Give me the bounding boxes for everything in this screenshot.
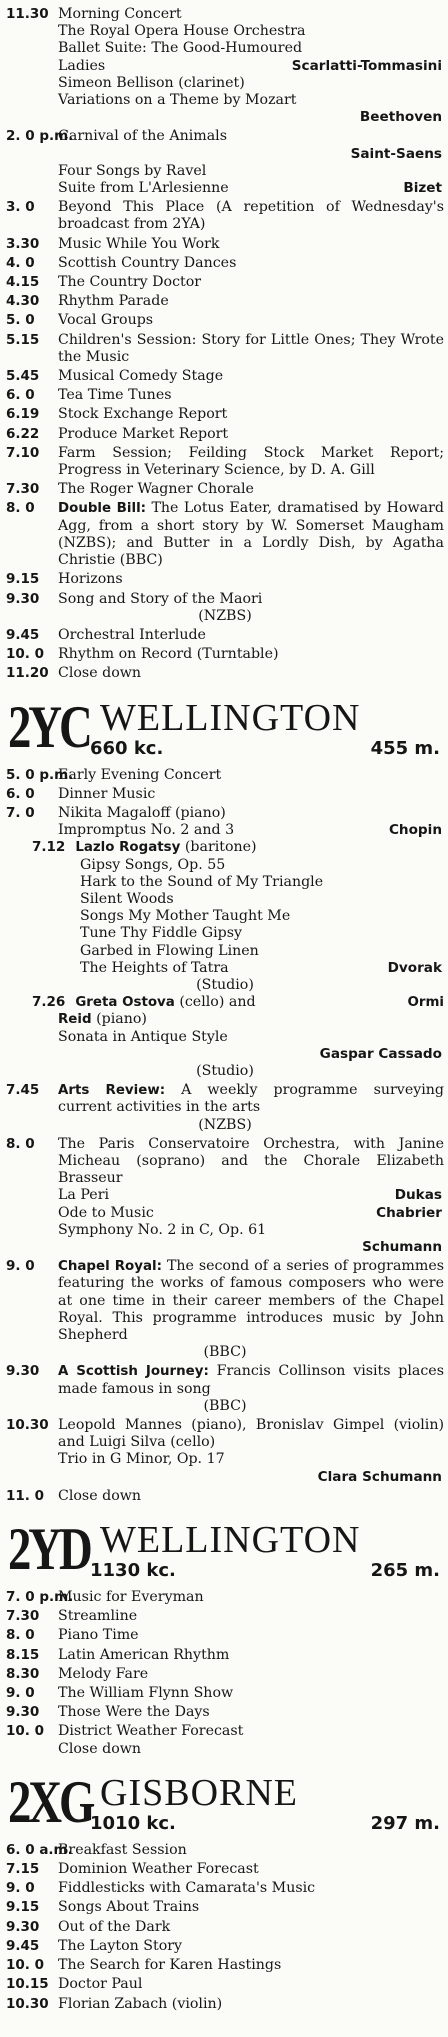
entry-text: Stock Exchange Report (58, 406, 228, 423)
entry-text: Dinner Music (58, 785, 156, 802)
entry-description (58, 1488, 444, 1505)
entry-text: The Lotus Eater, dramatised by Howard Agg, from a short story by W. Somerset Maugham (NZBS); and Butter in a Lordly Dish, by Agatha Christie (BBC) (58, 500, 444, 569)
composer-name: Chopin (388, 822, 442, 839)
entry-description (58, 1589, 444, 1606)
entry-text: Out of the Dark (58, 1918, 171, 1935)
entry-description (58, 368, 444, 385)
entry-title-bold: Arts Review: (58, 1083, 166, 1099)
work-line (6, 1187, 444, 1204)
programme-entry (6, 1996, 444, 2013)
programme-entry (6, 1627, 444, 1644)
entry-time: 7. 0 p.m. (6, 1589, 74, 1606)
work-line (6, 180, 444, 197)
entry-time: 9.15 (6, 571, 40, 588)
entry-time: 5. 0 (6, 312, 35, 329)
entry-time: 7.10 (6, 444, 40, 461)
entry-text: Fiddlesticks with Camarata's Music (58, 1880, 316, 1897)
performer-name: Greta Ostova (75, 995, 175, 1011)
work-line: Ballet Suite: The Good-Humoured (58, 40, 303, 57)
entry-time: 9.45 (6, 1937, 40, 1954)
entry-description (58, 274, 444, 291)
entry-text: Doctor Paul (58, 1976, 143, 1993)
composer-name: Clara Schumann (317, 1468, 442, 1485)
programme-entry (6, 312, 444, 329)
work-title: The Heights of Tatra (80, 959, 229, 976)
source-credit: (BBC) (203, 1344, 247, 1361)
entry-time: 9.30 (6, 1704, 40, 1721)
entry-time: 9.30 (6, 590, 40, 607)
entry-text: Horizons (58, 571, 123, 588)
entry-text: Beyond This Place (A repetition of Wednesday's broadcast from 2YA) (58, 199, 444, 233)
programme-entry (6, 6, 444, 23)
composer-name: Bizet (403, 180, 442, 197)
programme-entry (6, 839, 444, 856)
programme-entry (6, 1589, 444, 1606)
entry-text: Close down (58, 1487, 142, 1504)
station-header-2yc (6, 693, 444, 763)
entry-time: 10.30 (6, 1995, 49, 2012)
entry-time: 6. 0 (6, 785, 35, 802)
entry-time: 7.15 (6, 1861, 40, 1878)
entry-description (58, 1996, 444, 2013)
section-2yc (6, 767, 444, 1506)
station-frequency: 1010 kc. (90, 1812, 176, 1834)
entry-time: 8. 0 (6, 1627, 35, 1644)
entry-text: Produce Market Report (58, 425, 229, 442)
entry-description (58, 387, 444, 404)
programme-entry (6, 445, 444, 479)
entry-text: District Weather Forecast (58, 1723, 244, 1740)
programme-entry (6, 591, 444, 608)
station-callsign: 2YD (8, 1516, 90, 1583)
entry-title-bold: Chapel Royal: (58, 1259, 162, 1275)
entry-time: 6. 0 (6, 387, 35, 404)
entry-text: Music While You Work (58, 235, 220, 252)
entry-text: Latin American Rhythm (58, 1646, 230, 1663)
programme-entry (6, 627, 444, 644)
entry-time: 11. 0 (6, 1487, 45, 1504)
work-line: Variations on a Theme by Mozart (58, 92, 297, 109)
work-line: Garbed in Flowing Linen (80, 942, 259, 959)
station-city: GISBORNE (100, 1771, 299, 1814)
programme-entry (6, 1488, 444, 1505)
entry-time: 9.15 (6, 1899, 40, 1916)
programme-entry (6, 1666, 444, 1683)
work-line (6, 822, 444, 839)
programme-entry (6, 786, 444, 803)
programme-entry (6, 1685, 444, 1702)
entry-time: 3. 0 (6, 199, 35, 216)
source-credit: (Studio) (196, 1062, 254, 1079)
entry-description (58, 1627, 444, 1644)
entry-time: 7.26 (32, 994, 66, 1011)
entry-title-bold: Double Bill: (58, 501, 147, 517)
programme-entry (6, 1082, 444, 1116)
entry-text: The Layton Story (58, 1937, 183, 1954)
entry-time: 7.45 (6, 1082, 40, 1099)
entry-time: 9. 0 (6, 1685, 35, 1702)
entry-text: Breakfast Session (58, 1841, 187, 1858)
work-line: Gipsy Songs, Op. 55 (80, 856, 226, 873)
programme-entry (6, 1417, 444, 1451)
entry-description (58, 1608, 444, 1625)
work-line: Sonata in Antique Style (58, 1028, 228, 1045)
composer-name: Scarlatti-Tommasini (291, 57, 442, 74)
entry-description (58, 1938, 444, 1955)
entry-description (58, 6, 444, 23)
entry-description (75, 839, 444, 856)
programme-entry (6, 1919, 444, 1936)
entry-description (58, 1258, 444, 1344)
station-callsign: 2YC (8, 693, 90, 760)
work-line: Symphony No. 2 in C, Op. 61 (58, 1221, 267, 1238)
station-city: WELLINGTON (100, 696, 361, 739)
entry-text: (cello) and (179, 994, 256, 1011)
entry-time: 5. 0 p.m. (6, 766, 74, 783)
entry-description (58, 1919, 444, 1936)
entry-description (58, 500, 444, 569)
entry-text: Scottish Country Dances (58, 254, 237, 271)
entry-description (58, 199, 444, 233)
performer-name: Ormi (407, 995, 444, 1011)
programme-entry (6, 128, 444, 145)
entry-description (58, 1861, 444, 1878)
entry-text: (piano) (96, 1011, 147, 1028)
programme-entry (6, 646, 444, 663)
station-frequency: 1130 kc. (90, 1560, 176, 1582)
entry-description (58, 1647, 444, 1664)
entry-text: A weekly programme surveying current activities in the arts (58, 1082, 444, 1116)
performer-name: Reid (58, 1012, 92, 1028)
programme-entry (6, 274, 444, 291)
source-credit: (NZBS) (198, 607, 252, 624)
entry-time: 2. 0 p.m. (6, 128, 74, 145)
work-title: La Peri (58, 1187, 110, 1204)
programme-column (6, 4, 444, 2013)
composer-name: Dvorak (387, 959, 442, 976)
station-frequency: 660 kc. (90, 737, 164, 759)
entry-description (58, 1842, 444, 1859)
entry-text: Piano Time (58, 1627, 139, 1644)
source-credit: (BBC) (203, 1397, 247, 1414)
entry-description (58, 805, 444, 822)
entry-time: 8. 0 (6, 500, 35, 517)
section-2yd (6, 1589, 444, 1758)
entry-description (58, 332, 444, 366)
composer-name: Beethoven (359, 109, 442, 126)
work-line: Four Songs by Ravel (58, 162, 207, 179)
entry-text: Those Were the Days (58, 1704, 210, 1721)
entry-description (58, 571, 444, 588)
programme-entry (6, 994, 444, 1011)
entry-text: Dominion Weather Forecast (58, 1861, 259, 1878)
programme-entry (6, 481, 444, 498)
programme-entry (6, 368, 444, 385)
entry-text: (baritone) (184, 839, 257, 856)
work-line (6, 58, 444, 75)
entry-description (58, 1363, 444, 1397)
entry-description (58, 1723, 444, 1740)
station-city: WELLINGTON (100, 1519, 361, 1562)
programme-entry (6, 236, 444, 253)
programme-entry (6, 1861, 444, 1878)
programme-entry (6, 805, 444, 822)
programme-entry (6, 1723, 444, 1740)
entry-description (58, 236, 444, 253)
entry-time: 7.12 (32, 839, 66, 856)
work-line (6, 1205, 444, 1222)
entry-time: 7.30 (6, 1608, 40, 1625)
entry-time: 10.15 (6, 1976, 49, 1993)
station-header-2xg (6, 1768, 444, 1838)
section-2xg (6, 1842, 444, 2013)
programme-entry (6, 571, 444, 588)
programme-entry (6, 426, 444, 443)
entry-text: Songs About Trains (58, 1899, 200, 1916)
work-line: Silent Woods (80, 890, 174, 907)
programme-entry (6, 767, 444, 784)
work-line: Trio in G Minor, Op. 17 (58, 1451, 225, 1468)
entry-time: 8. 0 (6, 1135, 35, 1152)
programme-entry (6, 406, 444, 423)
programme-entry (6, 332, 444, 366)
station-header-2yd (6, 1516, 444, 1585)
entry-description (75, 994, 444, 1011)
entry-text: The Roger Wagner Chorale (58, 481, 254, 498)
composer-name: Chabrier (376, 1204, 442, 1221)
programme-entry (6, 665, 444, 682)
programme-entry (6, 500, 444, 569)
work-line: The Royal Opera House Orchestra (58, 23, 306, 40)
entry-left (75, 994, 255, 1011)
entry-description (58, 445, 444, 479)
programme-entry (6, 1938, 444, 1955)
entry-description (58, 255, 444, 272)
entry-time: 6.22 (6, 425, 40, 442)
programme-entry (6, 1899, 444, 1916)
work-title: Ode to Music (58, 1204, 154, 1221)
programme-entry (6, 1704, 444, 1721)
programme-entry (6, 1976, 444, 1993)
programme-entry (6, 1647, 444, 1664)
programme-entry (6, 1136, 444, 1188)
entry-description (58, 1417, 444, 1451)
source-credit: (NZBS) (198, 1116, 252, 1133)
section-2ya-continuation (6, 6, 444, 683)
performer-name: Lazlo Rogatsy (75, 840, 181, 856)
work-line: Songs My Mother Taught Me (80, 908, 291, 925)
entry-description (58, 591, 444, 608)
entry-text: The William Flynn Show (58, 1685, 234, 1702)
entry-time: 4. 0 (6, 254, 35, 271)
entry-text: Music for Everyman (58, 1589, 204, 1606)
entry-continuation (6, 1011, 444, 1028)
entry-left (75, 839, 256, 856)
programme-entry (6, 1363, 444, 1397)
entry-time: 3.30 (6, 235, 40, 252)
work-line (6, 960, 444, 977)
entry-time: 11.20 (6, 665, 49, 682)
entry-time: 4.15 (6, 274, 40, 291)
entry-text: Children's Session: Story for Little Ones; They Wrote the Music (58, 331, 444, 365)
entry-description (58, 1899, 444, 1916)
entry-text: The Search for Karen Hastings (58, 1957, 282, 1974)
entry-time: 10. 0 (6, 1723, 45, 1740)
entry-text: Farm Session; Feilding Stock Market Report; Progress in Veterinary Science, by D. A. Gill (58, 444, 444, 479)
entry-time: 10.30 (6, 1417, 49, 1434)
entry-text: Song and Story of the Maori (58, 590, 263, 607)
programme-entry (6, 255, 444, 272)
work-line: Simeon Bellison (clarinet) (58, 74, 245, 91)
entry-time: 5.45 (6, 368, 40, 385)
entry-text: Leopold Mannes (piano), Bronislav Gimpel (violin) and Luigi Silva (cello) (58, 1417, 444, 1451)
entry-description (58, 128, 444, 145)
entry-time: 9.30 (6, 1363, 40, 1380)
entry-time: 11.30 (6, 6, 49, 22)
station-wavelength: 297 m. (370, 1812, 440, 1834)
entry-description (58, 786, 444, 803)
composer-name: Dukas (394, 1187, 442, 1204)
entry-time: 9.30 (6, 1918, 40, 1935)
entry-text: The Country Doctor (58, 274, 202, 291)
entry-description (58, 1704, 444, 1721)
station-callsign: 2XG (8, 1768, 93, 1835)
entry-time: 9.45 (6, 626, 40, 643)
work-title: Suite from L'Arlesienne (58, 180, 229, 197)
entry-text: Florian Zabach (violin) (58, 1995, 223, 2012)
entry-text: Streamline (58, 1608, 138, 1625)
entry-description (58, 1082, 444, 1116)
work-line: Close down (58, 1740, 142, 1757)
entry-description (58, 406, 444, 423)
entry-time: 5.15 (6, 331, 40, 348)
programme-entry (6, 293, 444, 310)
entry-description (58, 1666, 444, 1683)
entry-time: 9. 0 (6, 1258, 35, 1275)
entry-description (58, 312, 444, 329)
composer-name: Schumann (362, 1239, 442, 1255)
entry-text: Carnival of the Animals (58, 128, 227, 145)
entry-text: Close down (58, 665, 142, 682)
entry-text: Rhythm on Record (Turntable) (58, 646, 279, 663)
entry-text: The Paris Conservatoire Orchestra, with Janine Micheau (soprano) and the Chorale Elizabeth Brasseur (58, 1135, 444, 1187)
entry-description (58, 665, 444, 682)
entry-time: 8.30 (6, 1665, 40, 1682)
entry-time: 7. 0 (6, 804, 35, 821)
work-title: Impromptus No. 2 and 3 (58, 822, 235, 839)
entry-time: 10. 0 (6, 646, 45, 663)
entry-description (58, 1136, 444, 1188)
entry-description (58, 767, 444, 784)
entry-description (58, 1957, 444, 1974)
entry-text: Nikita Magaloff (piano) (58, 804, 226, 821)
entry-text: Francis Collinson visits places made famous in song (58, 1363, 444, 1397)
entry-text: Tea Time Tunes (58, 387, 172, 404)
entry-text: Musical Comedy Stage (58, 368, 224, 385)
work-title: Ladies (58, 57, 106, 74)
entry-text: Vocal Groups (58, 312, 154, 329)
composer-name: Gaspar Cassado (319, 1045, 442, 1062)
work-line: Hark to the Sound of My Triangle (80, 873, 324, 890)
entry-time: 8.15 (6, 1646, 40, 1663)
entry-time: 9. 0 (6, 1880, 35, 1897)
programme-entry (6, 1957, 444, 1974)
programme-entry (6, 1258, 444, 1344)
programme-entry (6, 1842, 444, 1859)
composer-name: Saint-Saens (350, 145, 442, 162)
entry-time: 6.19 (6, 406, 40, 423)
entry-description (58, 1880, 444, 1897)
entry-description (58, 646, 444, 663)
programme-entry (6, 387, 444, 404)
work-line: Tune Thy Fiddle Gipsy (80, 925, 243, 942)
entry-time: 7.30 (6, 481, 40, 498)
entry-time: 4.30 (6, 293, 40, 310)
source-credit: (Studio) (196, 976, 254, 993)
entry-text: Rhythm Parade (58, 293, 169, 310)
entry-description (58, 481, 444, 498)
entry-time: 10. 0 (6, 1957, 45, 1974)
programme-entry (6, 199, 444, 233)
station-wavelength: 265 m. (370, 1560, 440, 1582)
entry-title-bold: A Scottish Journey: (58, 1364, 209, 1380)
entry-text: The second of a series of programmes featuring the works of famous composers who were at one time in their career members of the Chapel Royal. This programme introduces music by John Shepherd (58, 1258, 445, 1344)
entry-description (58, 1685, 444, 1702)
station-wavelength: 455 m. (370, 737, 440, 759)
programme-entry (6, 1608, 444, 1625)
entry-description (58, 627, 444, 644)
entry-text: Orchestral Interlude (58, 626, 206, 643)
entry-text: Melody Fare (58, 1665, 149, 1682)
entry-text: Morning Concert (58, 6, 182, 22)
entry-description (58, 426, 444, 443)
programme-entry (6, 1880, 444, 1897)
entry-time: 6. 0 a.m. (6, 1841, 73, 1858)
entry-description (58, 293, 444, 310)
entry-text: Early Evening Concert (58, 766, 222, 783)
entry-description (58, 1976, 444, 1993)
